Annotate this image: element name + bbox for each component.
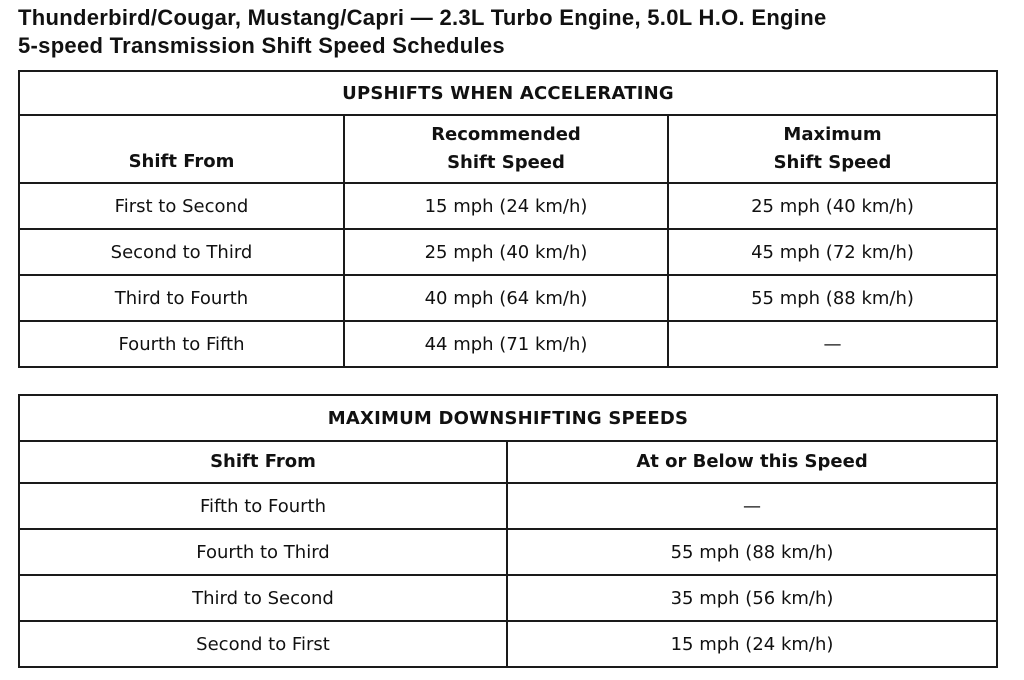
heading-line-1: Thunderbird/Cougar, Mustang/Capri — 2.3L Turbo Engine, 5.0L H.O. Engine xyxy=(18,5,827,30)
upshift-shift-cell: First to Second xyxy=(19,183,344,229)
downshift-speed-cell: 55 mph (88 km/h) xyxy=(507,529,997,575)
upshift-shift-cell: Third to Fourth xyxy=(19,275,344,321)
downshift-table-title: MAXIMUM DOWNSHIFTING SPEEDS xyxy=(19,395,997,441)
table-row xyxy=(19,183,997,229)
table-row xyxy=(19,483,997,529)
upshift-maximum-cell: 45 mph (72 km/h) xyxy=(668,229,997,275)
upshift-maximum-cell: 55 mph (88 km/h) xyxy=(668,275,997,321)
upshift-header-recommended-line-2: Shift Speed xyxy=(447,152,565,173)
downshift-speed-cell: 15 mph (24 km/h) xyxy=(507,621,997,667)
downshift-shift-cell: Fifth to Fourth xyxy=(19,483,507,529)
upshift-recommended-cell: 44 mph (71 km/h) xyxy=(344,321,668,367)
downshift-shift-cell: Third to Second xyxy=(19,575,507,621)
downshift-speed-cell: 35 mph (56 km/h) xyxy=(507,575,997,621)
upshift-shift-cell: Fourth to Fifth xyxy=(19,321,344,367)
downshift-table xyxy=(18,394,998,668)
upshift-header-recommended-line-1: Recommended xyxy=(431,124,581,145)
upshift-header-shift-from: Shift From xyxy=(19,115,344,183)
upshift-maximum-cell: — xyxy=(668,321,997,367)
upshift-header-maximum xyxy=(668,115,997,183)
upshift-maximum-cell: 25 mph (40 km/h) xyxy=(668,183,997,229)
page-heading xyxy=(18,4,1008,60)
upshift-recommended-cell: 15 mph (24 km/h) xyxy=(344,183,668,229)
downshift-header-shift-from: Shift From xyxy=(19,441,507,483)
upshift-header-row xyxy=(19,115,997,183)
downshift-header-row xyxy=(19,441,997,483)
table-row xyxy=(19,575,997,621)
upshift-recommended-cell: 40 mph (64 km/h) xyxy=(344,275,668,321)
upshift-table-title: UPSHIFTS WHEN ACCELERATING xyxy=(19,71,997,115)
upshift-header-maximum-line-1: Maximum xyxy=(783,124,882,145)
downshift-shift-cell: Second to First xyxy=(19,621,507,667)
upshift-recommended-cell: 25 mph (40 km/h) xyxy=(344,229,668,275)
upshift-table xyxy=(18,70,998,368)
heading-line-2: 5-speed Transmission Shift Speed Schedules xyxy=(18,33,505,58)
table-row xyxy=(19,275,997,321)
table-row xyxy=(19,229,997,275)
downshift-speed-cell: — xyxy=(507,483,997,529)
table-row xyxy=(19,529,997,575)
upshift-title-row xyxy=(19,71,997,115)
upshift-header-maximum-line-2: Shift Speed xyxy=(773,152,892,173)
table-row xyxy=(19,321,997,367)
table-row xyxy=(19,621,997,667)
upshift-header-recommended xyxy=(344,115,668,183)
upshift-shift-cell: Second to Third xyxy=(19,229,344,275)
downshift-title-row xyxy=(19,395,997,441)
downshift-shift-cell: Fourth to Third xyxy=(19,529,507,575)
downshift-header-speed: At or Below this Speed xyxy=(507,441,997,483)
